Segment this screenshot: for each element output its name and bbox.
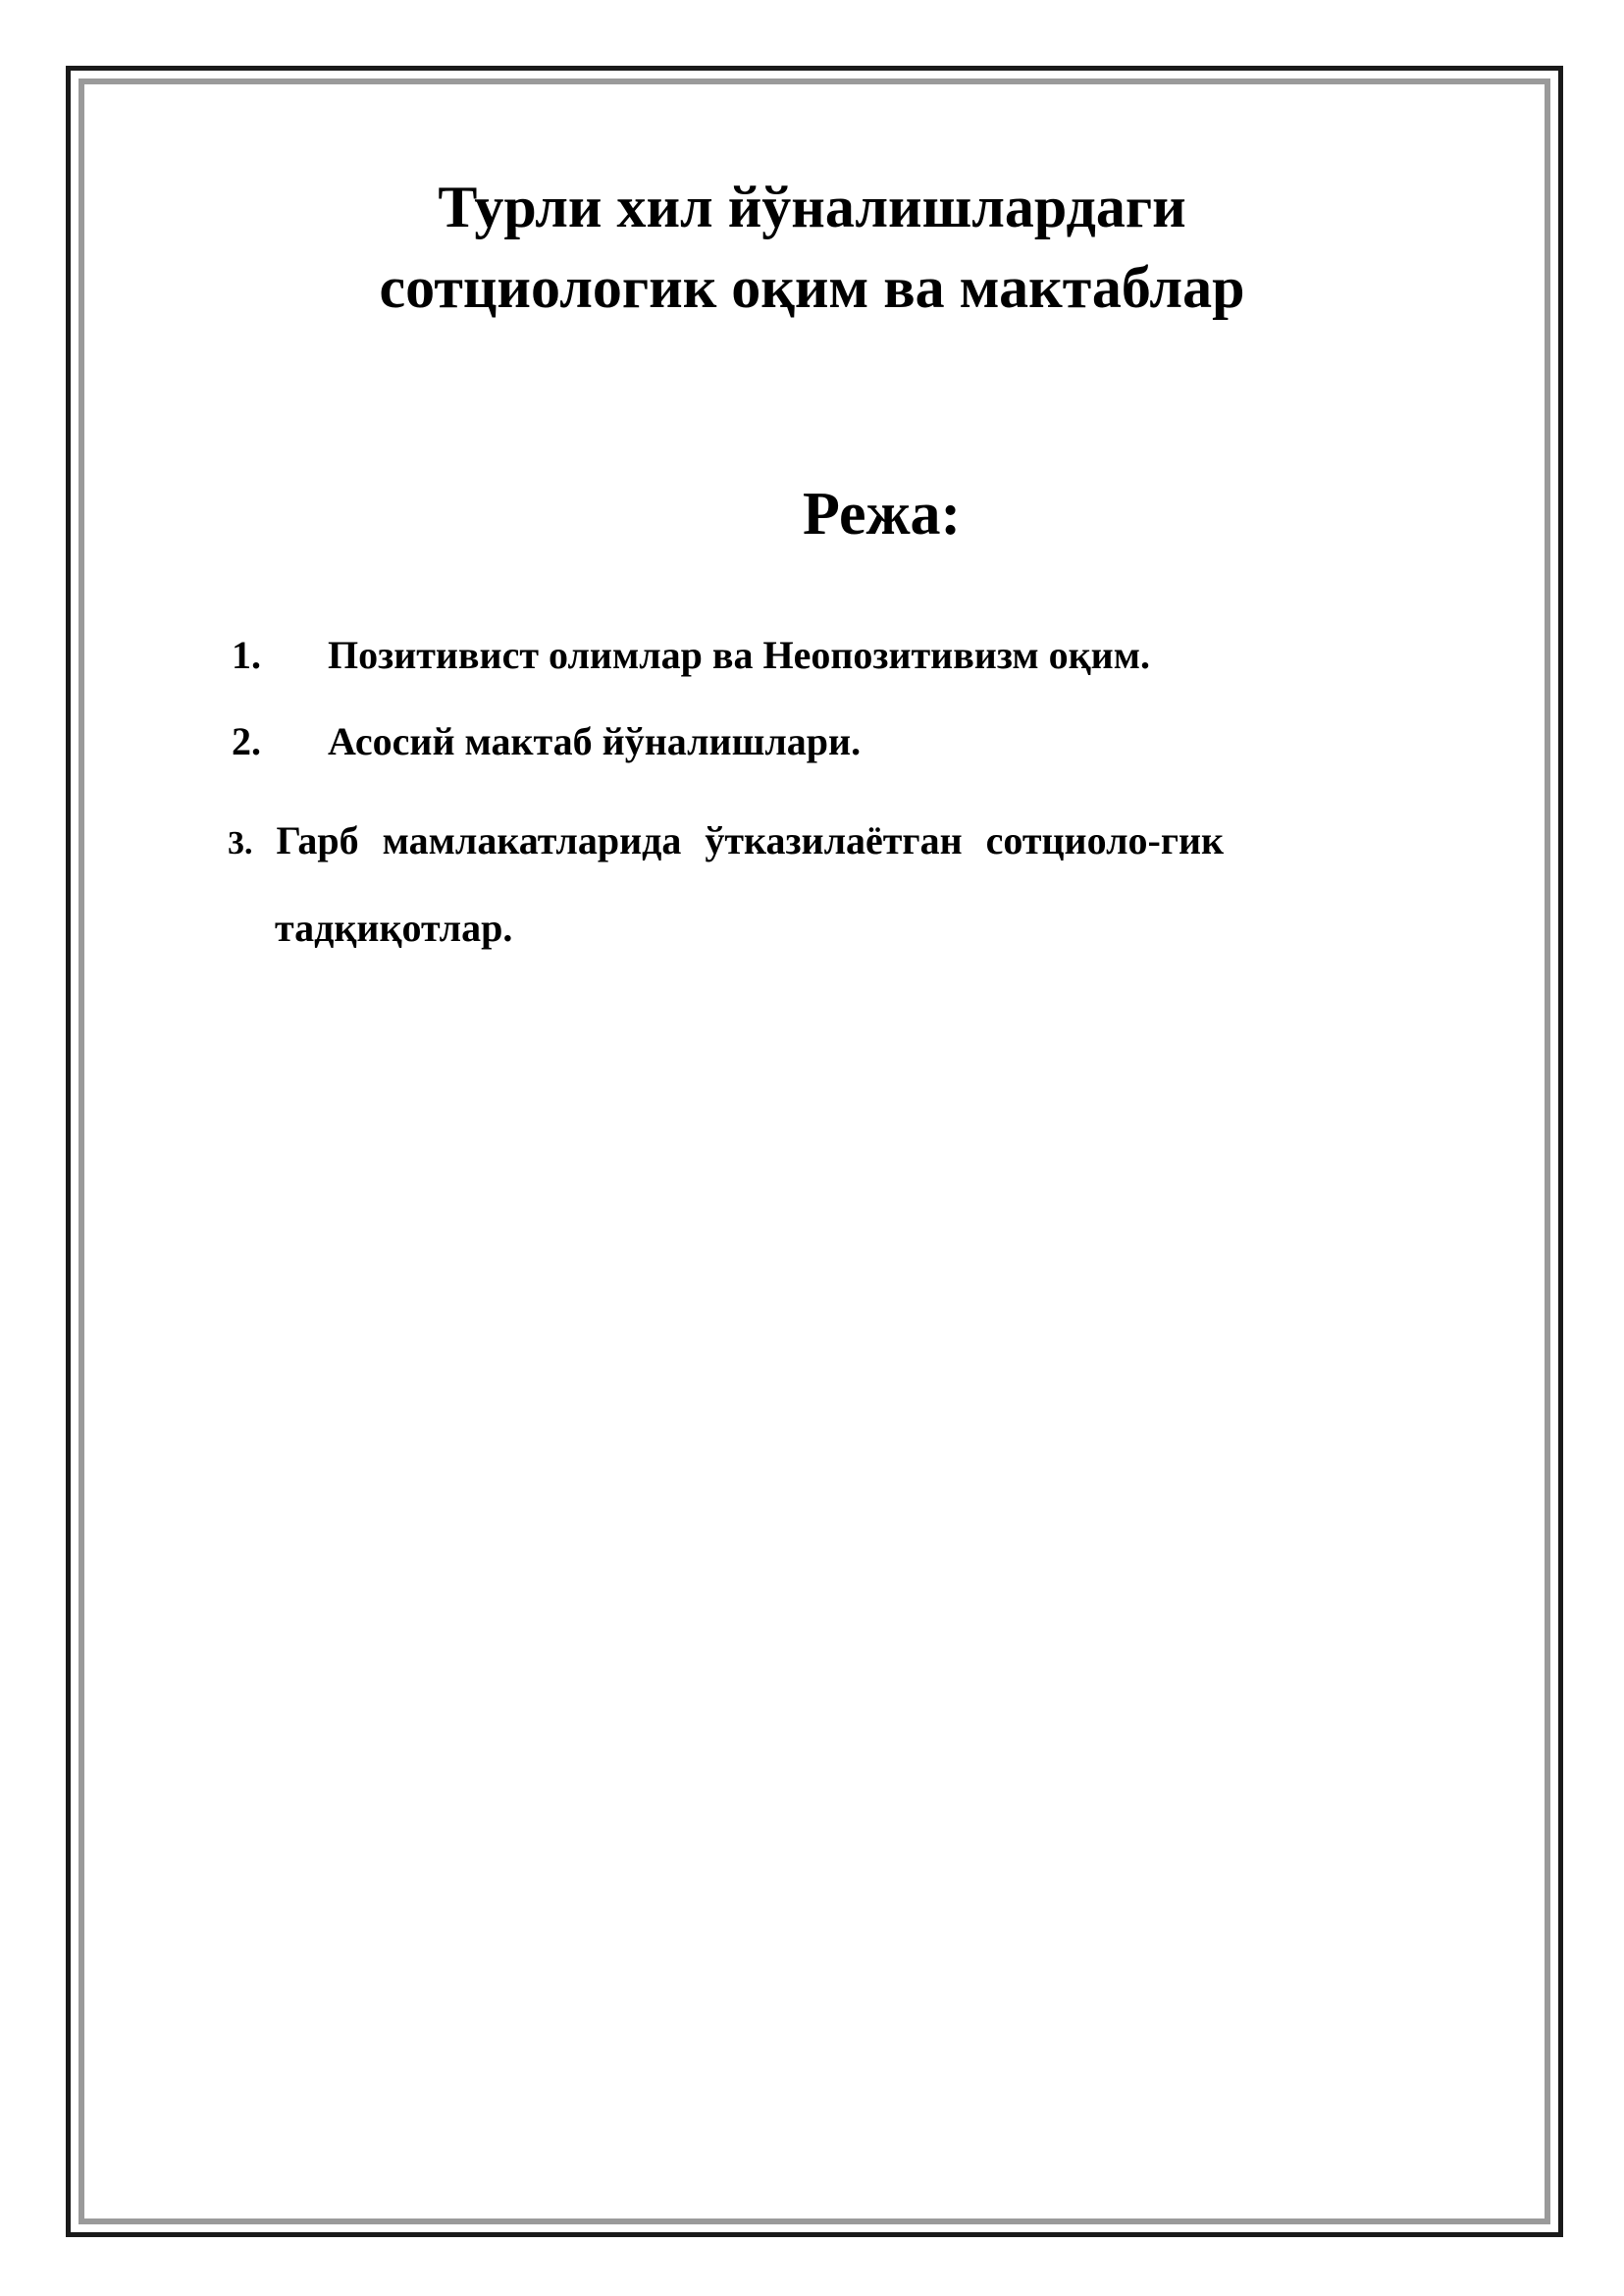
page-border-inner: [79, 78, 1550, 2224]
document-title: [0, 167, 1624, 328]
plan-item-number: 2.: [232, 719, 261, 763]
title-line-1: Турли хил йўналишлардаги: [438, 175, 1186, 239]
plan-item-text-line-1: Гарб мамлакатларида ўтказилаётган сотциоло-гик: [276, 818, 1225, 862]
page-border-outer: [66, 66, 1563, 2237]
plan-item-text: Асосий мактаб йўналишлари.: [328, 719, 862, 763]
plan-item-text-line-2: тадқиқотлар.: [275, 906, 513, 950]
plan-item-1: [228, 626, 1464, 712]
plan-list: [228, 626, 1464, 970]
plan-item-text: Позитивист олимлар ва Неопозитивизм оқим.: [328, 633, 1150, 677]
plan-item-number: 3.: [228, 825, 253, 861]
plan-item-number: 1.: [232, 633, 261, 677]
title-line-2: сотциологик оқим ва мактаблар: [379, 255, 1245, 320]
plan-item-3: [228, 799, 1464, 970]
plan-heading: Режа:: [803, 481, 962, 548]
plan-item-2: [228, 712, 1464, 799]
